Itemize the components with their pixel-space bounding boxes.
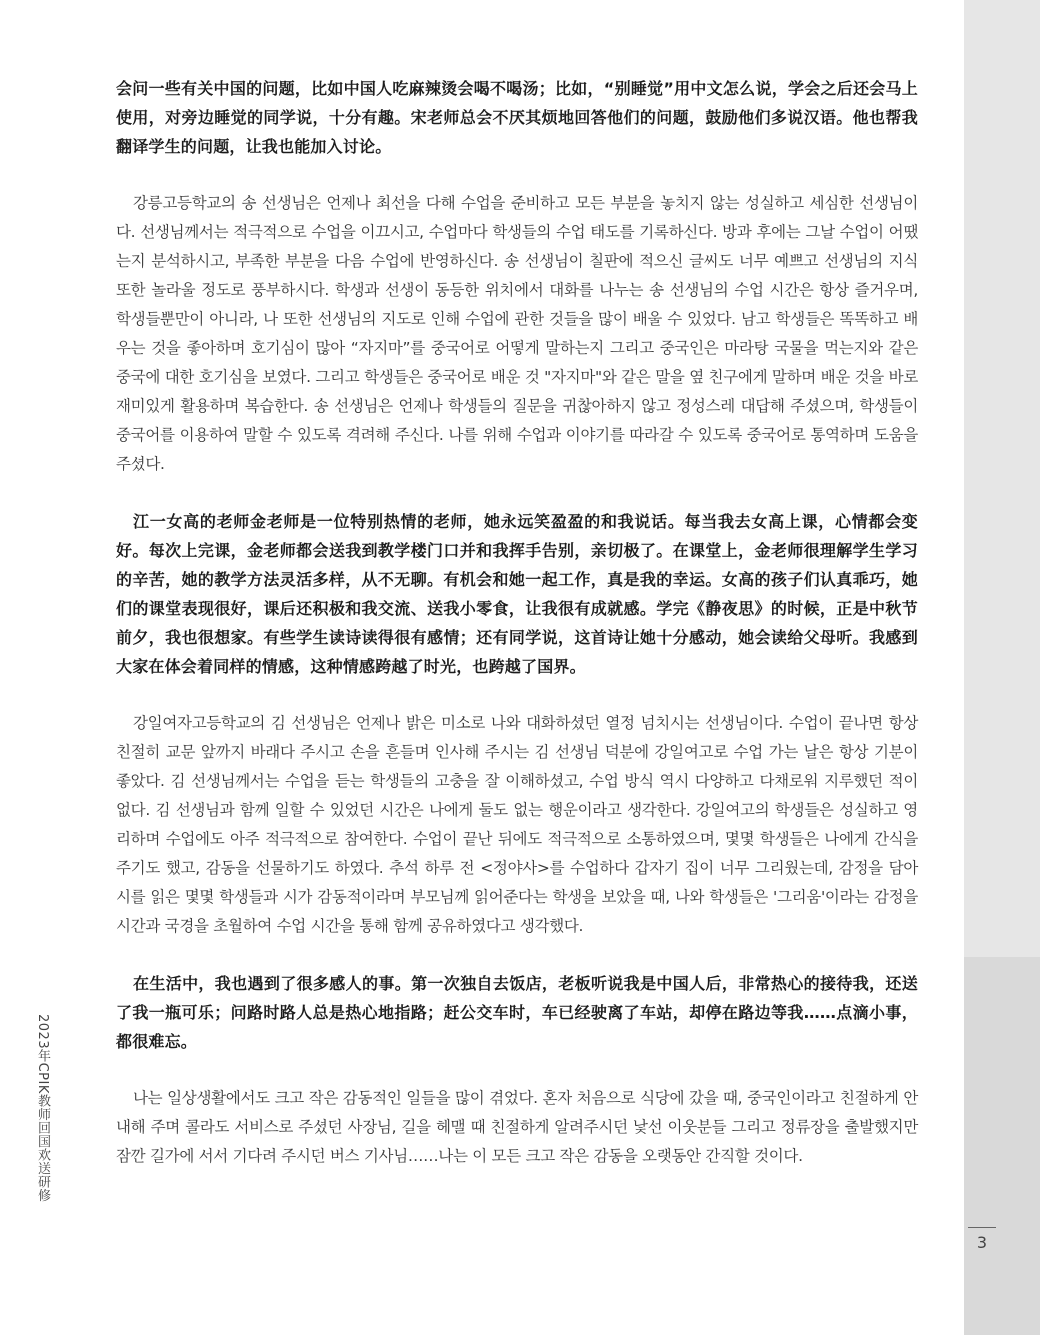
- paragraph-chinese-2: 江一女高的老师金老师是一位特别热情的老师，她永远笑盈盈的和我说话。每当我去女高上课，心情都会变好。每次上完课，金老师都会送我到教学楼门口并和我挥手告别，亲切极了。在课堂上，金老师很理解学生学习的辛苦，她的教学方法灵活多样，从不无聊。有机会和她一起工作，真是我的幸运。女高的孩子们认真乖巧，她们的课堂表现很好，课后还积极和我交流、送我小零食，让我很有成就感。学完《静夜思》的时候，正是中秋节前夕，我也很想家。有些学生读诗读得很有感情；还有同学说，这首诗让她十分感动，她会读给父母听。我感到大家在体会着同样的情感，这种情感跨越了时光，也跨越了国界。: [116, 512, 918, 676]
- sidebar-label: 2023年CPIK教师回国欢送研修: [35, 1014, 50, 1202]
- sidebar-tab: [964, 957, 1040, 1335]
- paragraph-korean-1: 강릉고등학교의 송 선생님은 언제나 최선을 다해 수업을 준비하고 모든 부분을 놓치지 않는 성실하고 세심한 선생님이다. 선생님께서는 적극적으로 수업을 이끄시고, 수업마다 학생들의 수업 태도를 기록하신다. 방과 후에는 그날 수업이 어땠는지 분석하시고, 부족한 부분을 다음 수업에 반영하신다. 송 선생님이 칠판에 적으신 글씨도 너무 예쁘고 선생님의 지식 또한 놀라울 정도로 풍부하시다. 학생과 선생이 동등한 위치에서 대화를 나누는 송 선생님의 수업 시간은 항상 즐거우며, 학생들뿐만이 아니라, 나 또한 선생님의 지도로 인해 수업에 관한 것들을 많이 배울 수 있었다. 남고 학생들은 똑똑하고 배우는 것을 좋아하며 호기심이 많아 “자지마”를 중국어로 어떻게 말하는지 그리고 중국인은 마라탕 국물을 먹는지와 같은 중국에 대한 호기심을 보였다. 그리고 학생들은 중국어로 배운 것 "자지마"와 같은 말을 옆 친구에게 말하며 배운 것을 바로 재미있게 활용하며 복습한다. 송 선생님은 언제나 학생들의 질문을 귀찮아하지 않고 정성스레 대답해 주셨으며, 학생들이 중국어를 이용하여 말할 수 있도록 격려해 주신다. 나를 위해 수업과 이야기를 따라갈 수 있도록 중국어로 통역하며 도움을 주셨다.: [116, 194, 918, 473]
- paragraph-korean-2: 강일여자고등학교의 김 선생님은 언제나 밝은 미소로 나와 대화하셨던 열정 넘치시는 선생님이다. 수업이 끝나면 항상 친절히 교문 앞까지 바래다 주시고 손을 흔들며 인사해 주시는 김 선생님 덕분에 강일여고로 수업 가는 날은 항상 기분이 좋았다. 김 선생님께서는 수업을 듣는 학생들의 고충을 잘 이해하셨고, 수업 방식 역시 다양하고 다채로워 지루했던 적이 없다. 김 선생님과 함께 일할 수 있었던 시간은 나에게 둘도 없는 행운이라고 생각한다. 강일여고의 학생들은 성실하고 영리하며 수업에도 아주 적극적으로 참여한다. 수업이 끝난 뒤에도 적극적으로 소통하였으며, 몇몇 학생들은 나에게 간식을 주기도 했고, 감동을 선물하기도 하였다. 추석 하루 전 <정야사>를 수업하다 갑자기 집이 너무 그리웠는데, 감정을 담아 시를 읽은 몇몇 학생들과 시가 감동적이라며 부모님께 읽어준다는 학생을 보았을 때, 나와 학생들은 '그리움'이라는 감정을 시간과 국경을 초월하여 수업 시간을 통해 함께 공유하였다고 생각했다.: [116, 714, 918, 935]
- sidebar: [964, 0, 1040, 1335]
- page-number: 3: [976, 1233, 988, 1252]
- paragraph-chinese-3: 在生活中，我也遇到了很多感人的事。第一次独自去饭店，老板听说我是中国人后，非常热心的接待我，还送了我一瓶可乐；问路时路人总是热心地指路；赶公交车时，车已经驶离了车站，却停在路边等我……点滴小事，都很难忘。: [116, 974, 918, 1051]
- paragraph-korean-3: 나는 일상생활에서도 크고 작은 감동적인 일들을 많이 겪었다. 혼자 처음으로 식당에 갔을 때, 중국인이라고 친절하게 안내해 주며 콜라도 서비스로 주셨던 사장님, 길을 헤맬 때 친절하게 알려주시던 낯선 이웃분들 그리고 정류장을 출발했지만 잠깐 길가에 서서 기다려 주시던 버스 기사님……나는 이 모든 크고 작은 감동을 오랫동안 간직할 것이다.: [116, 1089, 918, 1165]
- page-number-divider: [968, 1227, 996, 1228]
- document-body: [116, 74, 918, 1171]
- paragraph-chinese-1: 会问一些有关中国的问题，比如中国人吃麻辣烫会喝不喝汤；比如，“别睡觉”用中文怎么说，学会之后还会马上使用，对旁边睡觉的同学说，十分有趣。宋老师总会不厌其烦地回答他们的问题，鼓励他们多说汉语。他也帮我翻译学生的问题，让我也能加入讨论。: [116, 79, 918, 156]
